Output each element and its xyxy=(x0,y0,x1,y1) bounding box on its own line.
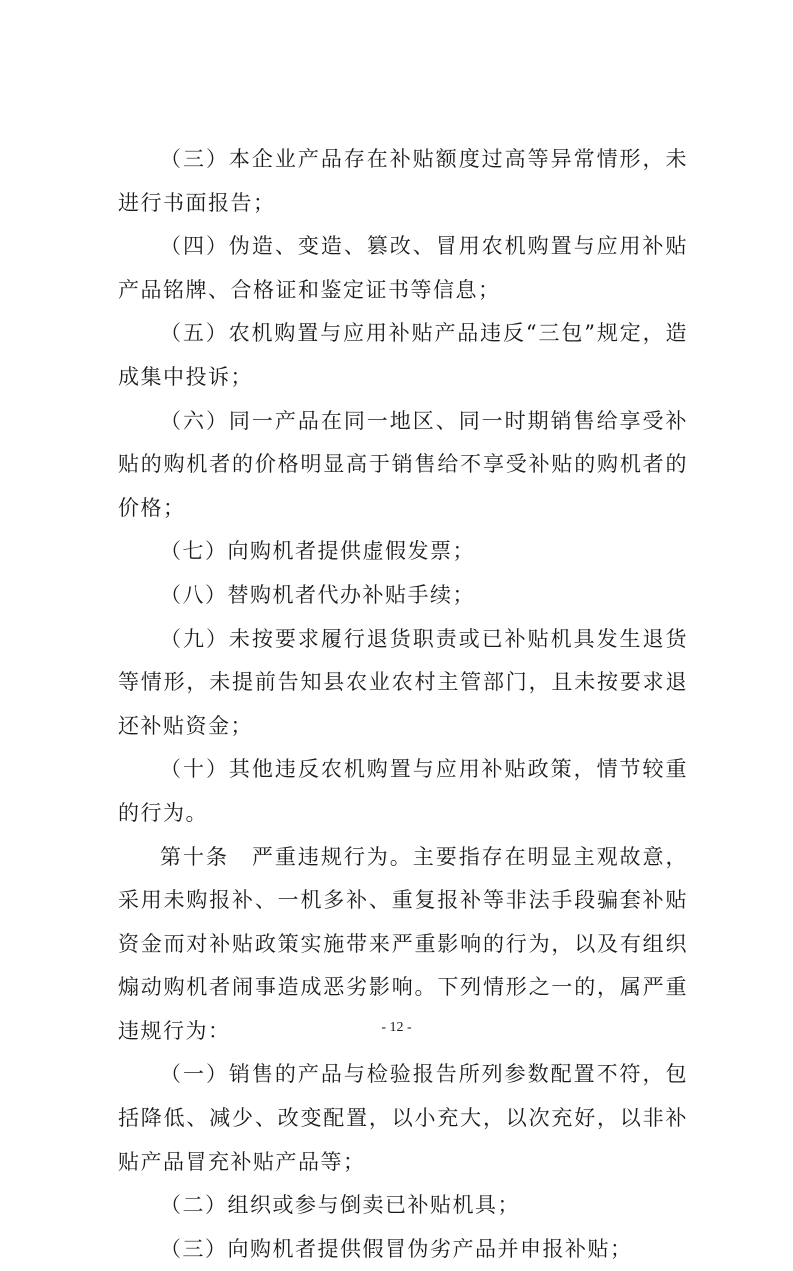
article-paragraph: 第十条 严重违规行为。主要指存在明显主观故意，采用未购报补、一机多补、重复报补等非法手段骗套补贴资金而对补贴政策实施带来严重影响的行为，以及有组织煽动购机者闹事造成恶劣影响。下列情形之一的，属严重违规行为： xyxy=(118,844,688,1043)
paragraph: （六）同一产品在同一地区、同一时期销售给享受补贴的购机者的价格明显高于销售给不享受补贴的购机者的价格； xyxy=(118,408,688,520)
paragraph: （三）本企业产品存在补贴额度过高等异常情形，未进行书面报告； xyxy=(118,147,688,215)
document-body xyxy=(118,138,688,1271)
paragraph: （二）组织或参与倒卖已补贴机具； xyxy=(160,1193,520,1218)
paragraph: （十）其他违反农机购置与应用补贴政策，情节较重的行为。 xyxy=(118,757,688,825)
paragraph: （九）未按要求履行退货职责或已补贴机具发生退货等情形，未提前告知县农业农村主管部门，且未按要求退还补贴资金； xyxy=(118,626,688,738)
paragraph: （三）向购机者提供假冒伪劣产品并申报补贴； xyxy=(160,1236,633,1261)
paragraph: （一）销售的产品与检验报告所列参数配置不符，包括降低、减少、改变配置，以小充大，以次充好，以非补贴产品冒充补贴产品等； xyxy=(118,1062,688,1174)
paragraph: （五）农机购置与应用补贴产品违反“三包”规定，造成集中投诉； xyxy=(118,321,688,389)
page-number: - 12 - xyxy=(381,1020,412,1035)
paragraph: （四）伪造、变造、篡改、冒用农机购置与应用补贴产品铭牌、合格证和鉴定证书等信息； xyxy=(118,234,688,302)
paragraph: （八）替购机者代办补贴手续； xyxy=(160,582,475,607)
paragraph: （七）向购机者提供虚假发票； xyxy=(160,539,475,564)
